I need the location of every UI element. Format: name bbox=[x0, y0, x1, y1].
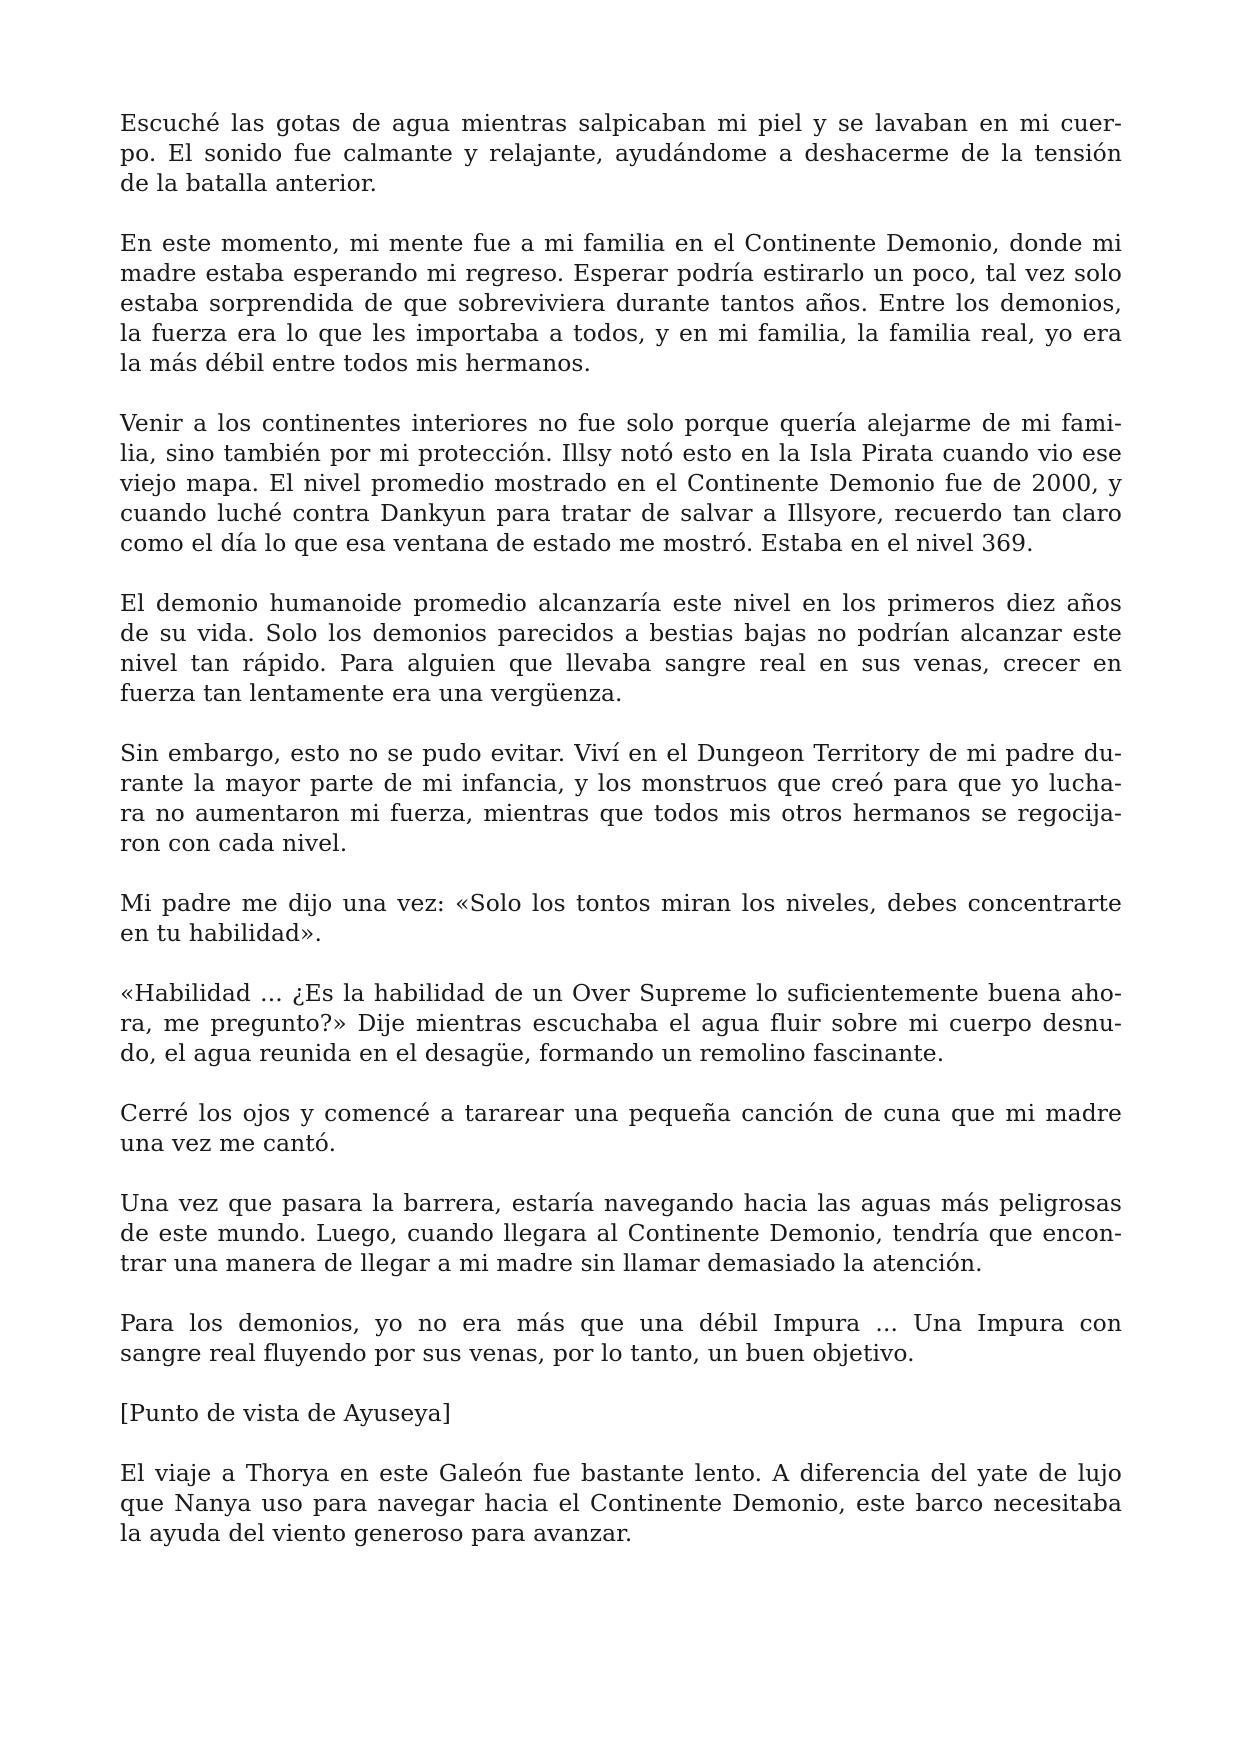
text-line: Para los demonios, yo no era más que una débil Impura ... Una Impura con bbox=[120, 1309, 1122, 1337]
text-line: de su vida. Solo los demonios parecidos a bestias bajas no podrían alcanzar este bbox=[120, 619, 1122, 647]
text-line: do, el agua reunida en el desagüe, formando un remolino fascinante. bbox=[120, 1039, 945, 1067]
text-line: ra no aumentaron mi fuerza, mientras que todos mis otros hermanos se regocija- bbox=[120, 799, 1122, 827]
text-line: en tu habilidad». bbox=[120, 919, 323, 947]
text-line: po. El sonido fue calmante y relajante, ayudándome a deshacerme de la tensión bbox=[120, 139, 1122, 167]
text-line: El demonio humanoide promedio alcanzaría este nivel en los primeros diez años bbox=[120, 589, 1122, 617]
text-line: como el día lo que esa ventana de estado me mostró. Estaba en el nivel 369. bbox=[120, 529, 1034, 557]
paragraph-4 bbox=[120, 588, 1122, 708]
text-line: Sin embargo, esto no se pudo evitar. Viví en el Dungeon Territory de mi padre du- bbox=[120, 739, 1122, 767]
text-line: madre estaba esperando mi regreso. Esperar podría estirarlo un poco, tal vez solo bbox=[120, 259, 1122, 287]
paragraph-1 bbox=[120, 108, 1122, 198]
text-line: viejo mapa. El nivel promedio mostrado en el Continente Demonio fue de 2000, y bbox=[120, 469, 1122, 497]
text-line: rante la mayor parte de mi infancia, y los monstruos que creó para que yo lucha- bbox=[120, 769, 1122, 797]
text-line: la fuerza era lo que les importaba a todos, y en mi familia, la familia real, yo era bbox=[120, 319, 1122, 347]
paragraph-9 bbox=[120, 1188, 1122, 1278]
document-page bbox=[120, 108, 1122, 1578]
paragraph-3 bbox=[120, 408, 1122, 558]
paragraph-10 bbox=[120, 1308, 1122, 1368]
text-line: una vez me cantó. bbox=[120, 1129, 337, 1157]
text-line: ron con cada nivel. bbox=[120, 829, 348, 857]
text-line: que Nanya uso para navegar hacia el Continente Demonio, este barco necesitaba bbox=[120, 1489, 1122, 1517]
text-line: El viaje a Thorya en este Galeón fue bastante lento. A diferencia del yate de lujo bbox=[120, 1459, 1122, 1487]
text-line: «Habilidad ... ¿Es la habilidad de un Over Supreme lo suficientemente buena aho- bbox=[120, 979, 1122, 1007]
paragraph-5 bbox=[120, 738, 1122, 858]
text-line: Mi padre me dijo una vez: «Solo los tontos miran los niveles, debes concentrarte bbox=[120, 889, 1122, 917]
text-line: Una vez que pasara la barrera, estaría navegando hacia las aguas más peligrosas bbox=[120, 1189, 1122, 1217]
text-line: sangre real fluyendo por sus venas, por lo tanto, un buen objetivo. bbox=[120, 1339, 915, 1367]
text-line: Escuché las gotas de agua mientras salpicaban mi piel y se lavaban en mi cuer- bbox=[120, 109, 1122, 137]
text-line: trar una manera de llegar a mi madre sin llamar demasiado la atención. bbox=[120, 1249, 983, 1277]
paragraph-2 bbox=[120, 228, 1122, 378]
text-line: Cerré los ojos y comencé a tararear una pequeña canción de cuna que mi madre bbox=[120, 1099, 1122, 1127]
text-line: nivel tan rápido. Para alguien que llevaba sangre real en sus venas, crecer en bbox=[120, 649, 1122, 677]
paragraph-8 bbox=[120, 1098, 1122, 1158]
text-line: En este momento, mi mente fue a mi familia en el Continente Demonio, donde mi bbox=[120, 229, 1122, 257]
section-heading bbox=[120, 1398, 1122, 1428]
text-line: la más débil entre todos mis hermanos. bbox=[120, 349, 592, 377]
text-line: Venir a los continentes interiores no fue solo porque quería alejarme de mi fami- bbox=[120, 409, 1122, 437]
text-line: estaba sorprendida de que sobreviviera durante tantos años. Entre los demonios, bbox=[120, 289, 1122, 317]
paragraph-7 bbox=[120, 978, 1122, 1068]
text-line: fuerza tan lentamente era una vergüenza. bbox=[120, 679, 623, 707]
text-line: la ayuda del viento generoso para avanzar. bbox=[120, 1519, 633, 1547]
paragraph-6 bbox=[120, 888, 1122, 948]
text-line: cuando luché contra Dankyun para tratar de salvar a Illsyore, recuerdo tan claro bbox=[120, 499, 1122, 527]
text-line: [Punto de vista de Ayuseya] bbox=[120, 1399, 451, 1427]
paragraph-12 bbox=[120, 1458, 1122, 1548]
text-line: de este mundo. Luego, cuando llegara al Continente Demonio, tendría que encon- bbox=[120, 1219, 1122, 1247]
text-line: de la batalla anterior. bbox=[120, 169, 378, 197]
text-line: ra, me pregunto?» Dije mientras escuchaba el agua fluir sobre mi cuerpo desnu- bbox=[120, 1009, 1122, 1037]
text-line: lia, sino también por mi protección. Illsy notó esto en la Isla Pirata cuando vio ese bbox=[120, 439, 1122, 467]
